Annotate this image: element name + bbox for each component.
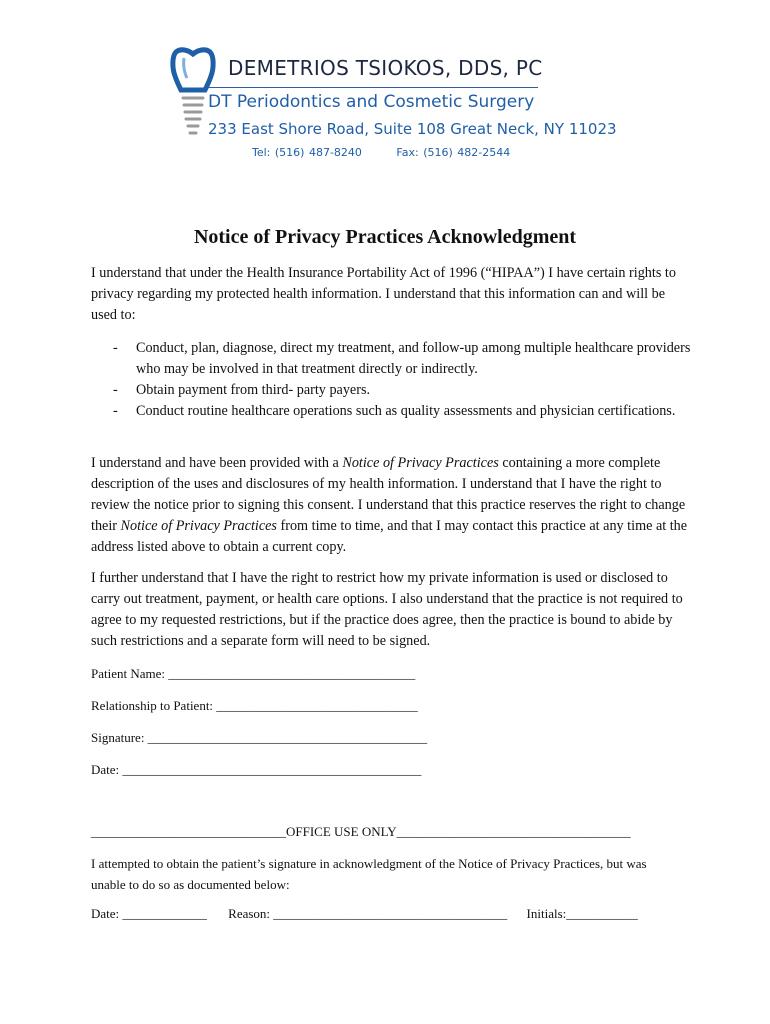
relationship-field[interactable]: Relationship to Patient: _______________________________: [91, 698, 418, 713]
notice-text: from time to time, and that I may contact this practice at any time at the address listed above to obtain a current copy.: [91, 518, 688, 555]
telephone-number: Tel: (516) 487-8240: [252, 146, 362, 159]
list-item-text: Conduct routine healthcare operations such as quality assessments and physician certifications.: [136, 403, 676, 419]
practice-address: 233 East Shore Road, Suite 108 Great Neck, NY 11023: [208, 120, 617, 138]
notice-title-italic: Notice of Privacy Practices: [342, 455, 499, 471]
list-item: [91, 338, 691, 380]
initials-field[interactable]: Initials:___________: [526, 906, 638, 921]
notice-text: containing a more complete description of the uses and disclosures of my health information. I understand that I have the right to review the notice prior to signing this consent. I understand that this practice reserves the right to change their: [91, 455, 686, 534]
restrictions-paragraph: I further understand that I have the right to restrict how my private information is used or disclosed to carry out treatment, payment, or health care options. I also understand that the practice is not required to agree to my requested restrictions, but if the practice does agree, then the practice is bound to abide by such restrictions and a separate form will need to be signed.: [91, 570, 683, 649]
reason-field[interactable]: Reason: ____________________________________: [228, 906, 508, 921]
practice-contact: [252, 146, 510, 159]
practice-owner-name: DEMETRIOS TSIOKOS, DDS, PC: [228, 56, 543, 80]
list-item: [91, 380, 691, 401]
bullet-marker: -: [113, 340, 118, 356]
list-item-text: Obtain payment from third- party payers.: [136, 382, 371, 398]
notice-title-italic: Notice of Privacy Practices: [120, 518, 277, 534]
attempt-paragraph: I attempted to obtain the patient’s signature in acknowledgment of the Notice of Privacy Practices, but was unable to do so as documented below:: [91, 856, 647, 892]
notice-paragraph: [91, 453, 691, 558]
letterhead-divider: [208, 87, 538, 88]
office-use-row: [91, 906, 638, 922]
bullet-marker: -: [113, 382, 118, 398]
office-use-divider: ______________________________OFFICE USE ONLY____________________________________: [91, 824, 631, 839]
signature-field[interactable]: Signature: ___________________________________________: [91, 730, 428, 745]
list-item: [91, 401, 691, 422]
practice-name: DT Periodontics and Cosmetic Surgery: [208, 92, 535, 112]
letterhead: [168, 44, 617, 164]
office-date-field[interactable]: Date: _____________: [91, 906, 207, 921]
document-title: Notice of Privacy Practices Acknowledgment: [193, 226, 577, 248]
uses-list: [91, 338, 691, 422]
intro-paragraph: I understand that under the Health Insurance Portability Act of 1996 (“HIPAA”) I have certain rights to privacy regarding my protected health information. I understand that this information can and will be used to:: [91, 265, 676, 323]
date-field[interactable]: Date: ______________________________________________: [91, 762, 422, 777]
patient-name-field[interactable]: Patient Name: ______________________________________: [91, 666, 416, 681]
notice-text: I understand and have been provided with a: [91, 455, 343, 471]
fax-number: Fax: (516) 482-2544: [396, 146, 511, 159]
bullet-marker: -: [113, 403, 118, 419]
list-item-text: Conduct, plan, diagnose, direct my treatment, and follow-up among multiple healthcare providers who may be involved in that treatment directly or indirectly.: [136, 340, 691, 377]
